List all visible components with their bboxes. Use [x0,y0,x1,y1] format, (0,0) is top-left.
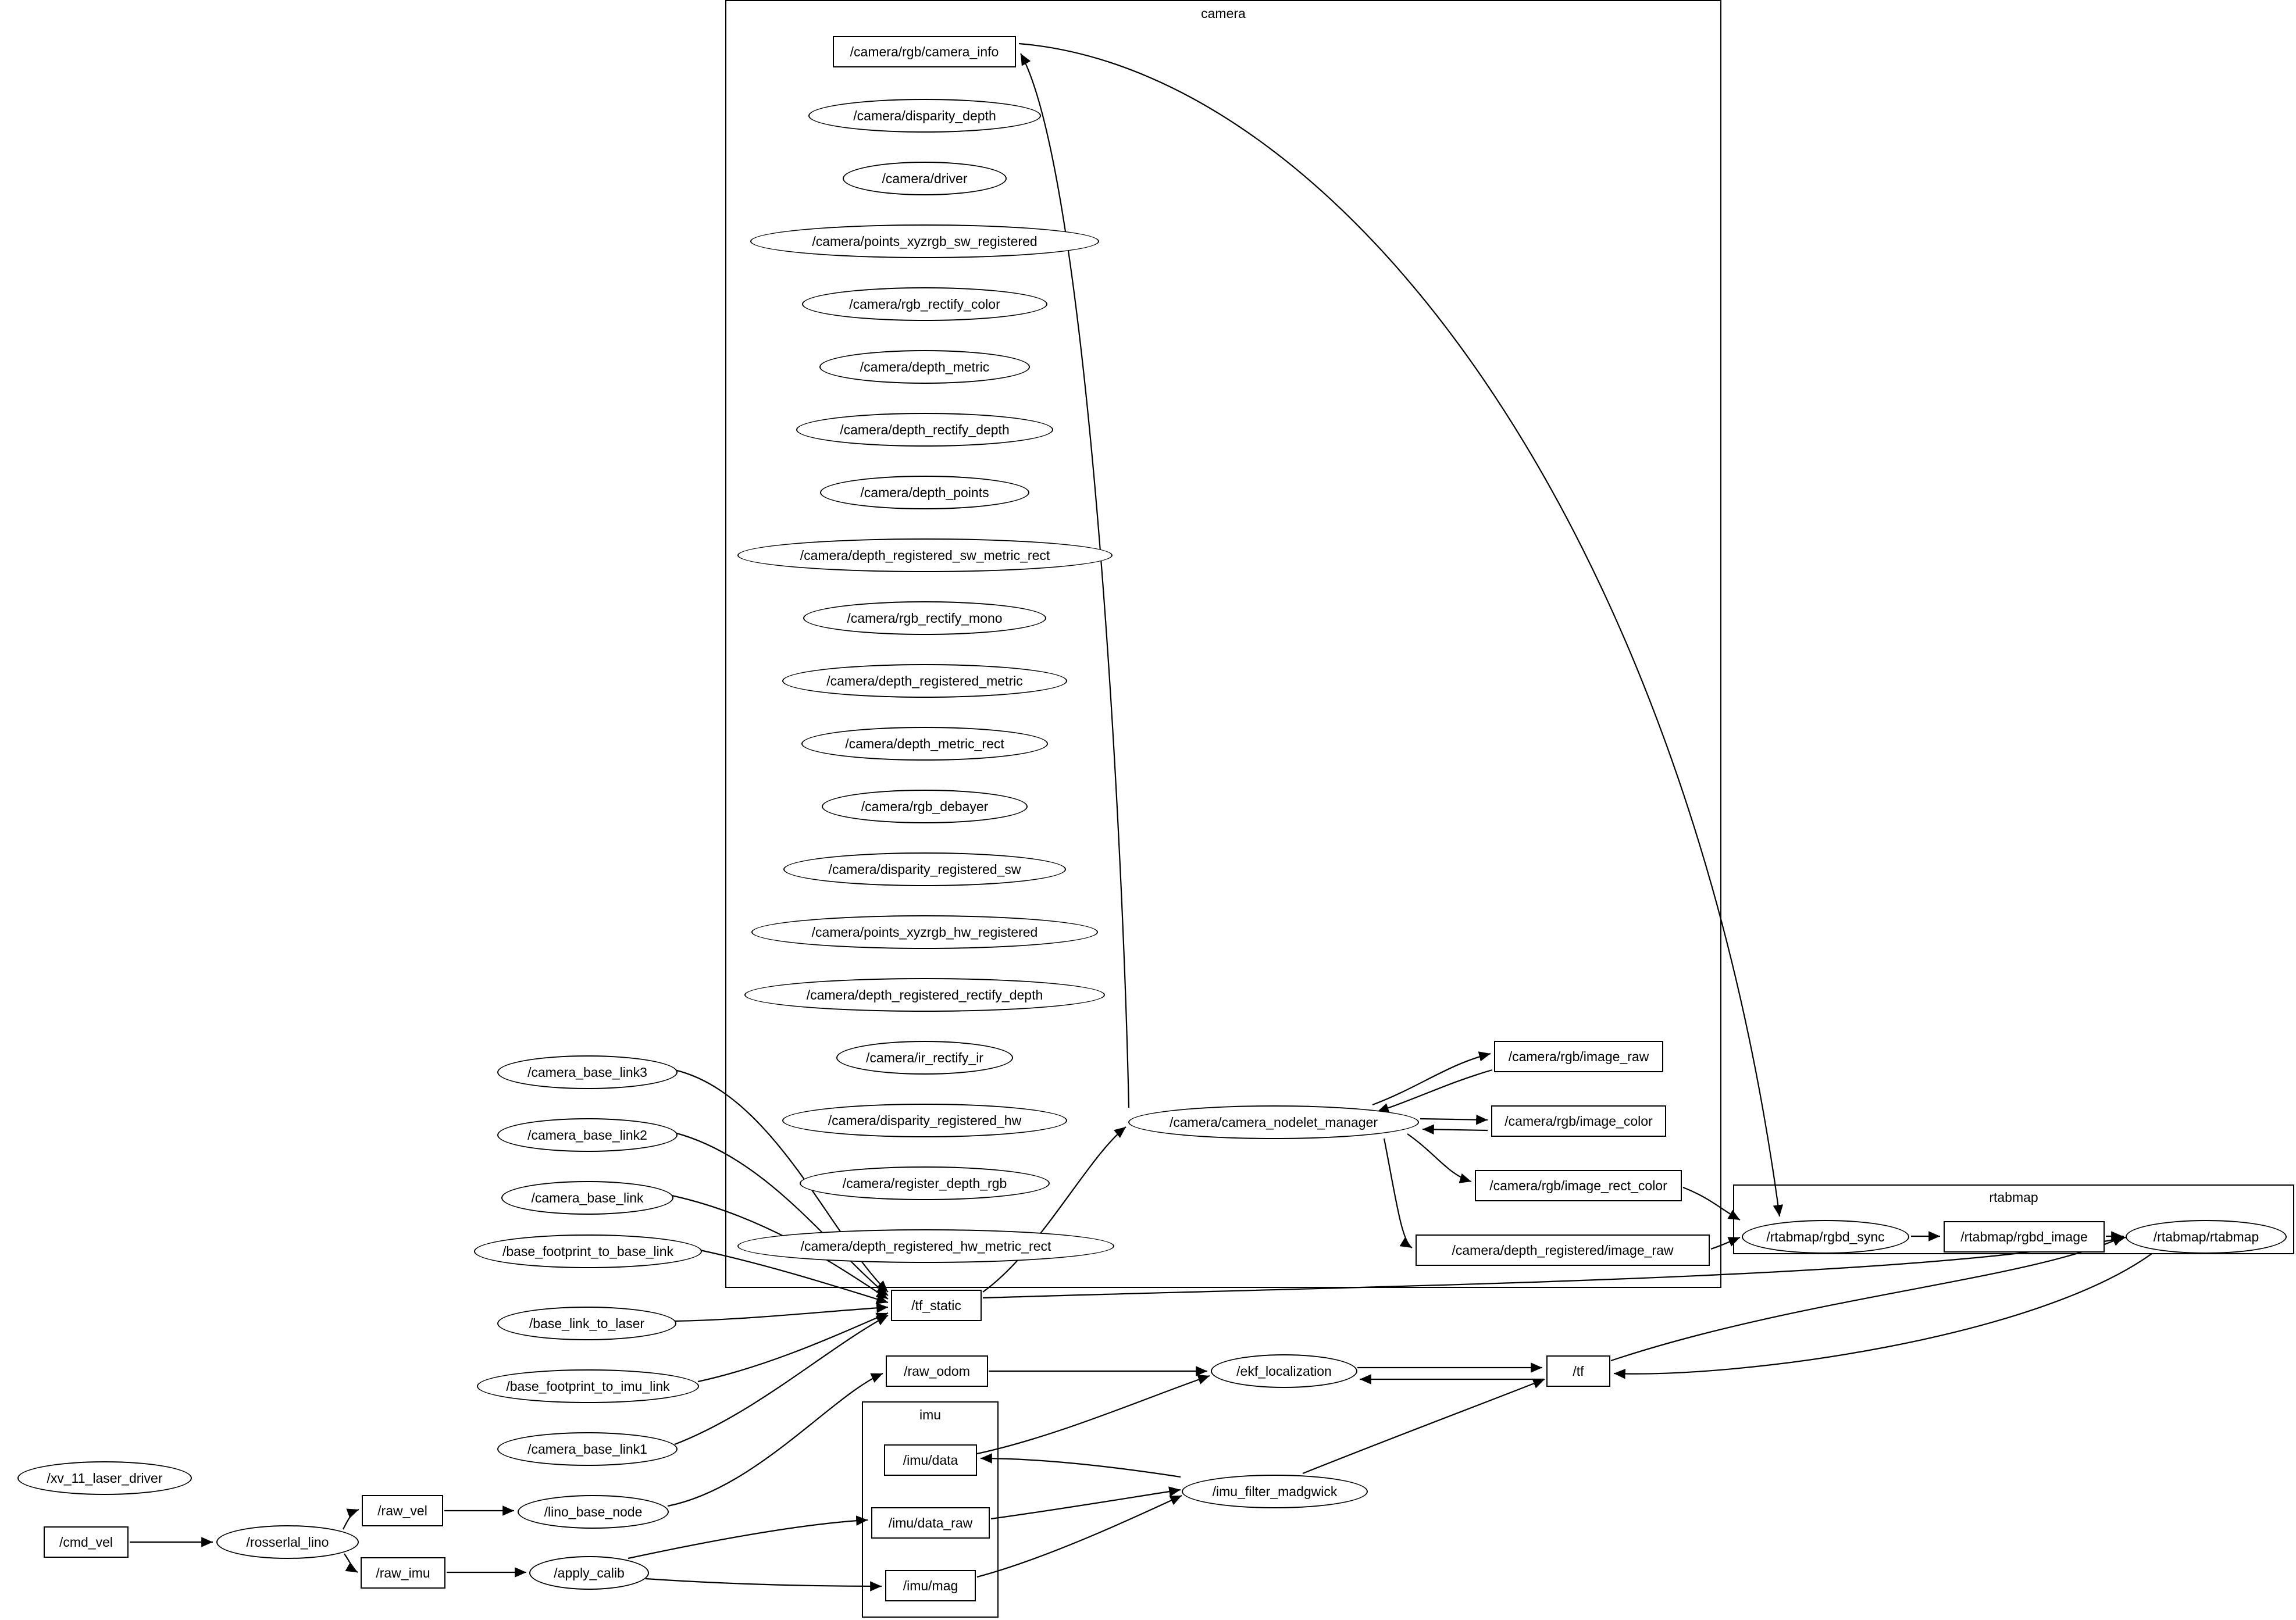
node-rosserial-lino[interactable] [216,1525,359,1559]
node-label: /camera/depth_registered_metric [826,673,1023,688]
node-camera-driver[interactable] [843,162,1007,195]
node-label: /raw_imu [376,1565,430,1580]
node-label: /tf [1573,1363,1584,1379]
node-camera-depth-rectify-depth[interactable] [796,413,1053,447]
node-label: /xv_11_laser_driver [47,1470,163,1486]
node-camera-camera-nodelet-manager[interactable] [1128,1105,1419,1139]
node-label: /camera/depth_registered_rectify_depth [806,987,1043,1002]
node-camera-rgb-image-raw[interactable] [1494,1041,1663,1072]
node-label: /lino_base_node [544,1504,643,1519]
node-label: /apply_calib [554,1565,625,1580]
node-raw-imu[interactable] [361,1557,445,1589]
node-label: /rosserlal_lino [246,1534,329,1550]
node-camera-rgb-rectify-color[interactable] [802,287,1047,321]
node-camera-depth-metric[interactable] [819,350,1030,384]
node-ekf-localization[interactable] [1211,1354,1357,1388]
node-camera-rgb-rectify-mono[interactable] [803,601,1046,635]
node-label: /camera/rgb_rectify_color [849,296,1000,312]
node-label: /camera/camera_nodelet_manager [1170,1114,1378,1130]
node-label: /camera/rgb/image_raw [1508,1048,1649,1064]
node-label: /camera/register_depth_rgb [842,1175,1007,1191]
node-label: /camera/ir_rectify_ir [866,1050,983,1065]
node-label: /imu_filter_madgwick [1212,1483,1338,1499]
node-tf-static[interactable] [891,1290,982,1321]
cluster-camera-label: camera [1201,6,1246,21]
node-label: /camera/driver [882,170,968,186]
node-label: /ekf_localization [1236,1363,1332,1379]
node-camera-base-link[interactable] [501,1181,673,1215]
node-raw-odom[interactable] [886,1355,988,1387]
node-label: /camera_base_link1 [527,1441,647,1457]
node-label: /imu/mag [903,1578,958,1593]
node-label: /camera/disparity_registered_sw [828,861,1021,877]
node-tf[interactable] [1546,1355,1610,1387]
node-label: /rtabmap/rgbd_image [1960,1229,2088,1244]
node-label: /camera/depth_registered_hw_metric_rect [800,1238,1051,1254]
node-label: /camera/depth_metric_rect [845,736,1004,751]
node-camera-depth-registered-sw-metric-rect[interactable] [737,538,1113,572]
node-camera-points-xyzrgb-sw-registered[interactable] [750,224,1099,258]
node-camera-depth-registered-metric[interactable] [782,664,1067,698]
node-label: /camera/rgb/image_color [1504,1113,1653,1129]
node-label: /camera/depth_points [860,484,989,500]
node-camera-base-link2[interactable] [497,1118,678,1152]
node-camera-rgb-debayer[interactable] [822,790,1028,823]
node-base-footprint-to-imu-link[interactable] [477,1369,699,1403]
cluster-rtabmap-label: rtabmap [1989,1190,2038,1205]
node-label: /camera/depth_registered/image_raw [1452,1242,1674,1258]
node-label: /base_link_to_laser [529,1315,645,1331]
node-cmd-vel[interactable] [44,1526,129,1558]
node-label: /base_footprint_to_base_link [502,1243,674,1259]
node-label: /camera_base_link2 [527,1127,647,1143]
node-camera-rgb-camera-info[interactable] [833,36,1016,67]
node-camera-disparity-registered-hw[interactable] [782,1104,1067,1137]
node-label: /raw_odom [904,1363,970,1379]
node-camera-depth-metric-rect[interactable] [801,727,1048,761]
node-rtabmap-rgbd-sync[interactable] [1742,1220,1909,1254]
node-label: /rtabmap/rtabmap [2153,1229,2259,1244]
node-camera-rgb-image-color[interactable] [1491,1105,1666,1137]
node-camera-disparity-registered-sw[interactable] [783,852,1066,886]
node-camera-depth-registered-hw-metric-rect[interactable] [737,1229,1114,1263]
node-label: /imu/data_raw [888,1515,973,1530]
node-label: /camera/depth_registered_sw_metric_rect [800,547,1050,563]
node-apply-calib[interactable] [529,1556,649,1590]
node-base-footprint-to-base-link[interactable] [474,1234,702,1268]
node-label: /camera/rgb_rectify_mono [847,610,1003,626]
node-label: /raw_vel [377,1503,427,1518]
node-camera-base-link3[interactable] [497,1055,678,1089]
cluster-imu-label: imu [919,1407,942,1422]
node-imu-mag[interactable] [885,1570,976,1601]
node-imu-data-raw[interactable] [871,1507,990,1539]
node-camera-ir-rectify-ir[interactable] [836,1041,1013,1075]
node-label: /camera/disparity_depth [853,108,996,123]
node-label: /camera/rgb_debayer [861,798,989,814]
node-camera-depth-registered-rectify-depth[interactable] [744,978,1105,1012]
node-camera-depth-registered-image-raw[interactable] [1416,1234,1710,1266]
node-label: /camera/disparity_registered_hw [828,1112,1022,1128]
node-label: /camera/points_xyzrgb_hw_registered [811,924,1038,940]
node-camera-depth-points[interactable] [820,476,1029,509]
node-imu-filter-madgwick[interactable] [1182,1475,1368,1508]
node-label: /camera/depth_metric [860,359,990,374]
node-xv-11-laser-driver[interactable] [17,1461,192,1495]
node-rtabmap-rgbd-image[interactable] [1944,1221,2105,1253]
node-camera-points-xyzrgb-hw-registered[interactable] [751,915,1098,949]
node-label: /camera/depth_rectify_depth [840,422,1010,437]
node-label: /cmd_vel [59,1534,113,1550]
node-label: /camera/rgb/image_rect_color [1489,1177,1667,1193]
node-label: /camera_base_link [531,1190,644,1205]
node-label: /camera_base_link3 [527,1064,647,1080]
node-camera-rgb-image-rect-color[interactable] [1475,1170,1682,1201]
node-label: /rtabmap/rgbd_sync [1766,1229,1885,1244]
node-label: /camera/rgb/camera_info [850,44,999,59]
node-raw-vel[interactable] [362,1495,443,1526]
node-camera-base-link1[interactable] [497,1432,678,1466]
node-label: /imu/data [903,1452,958,1468]
cluster-camera [725,0,1721,1288]
node-camera-disparity-depth[interactable] [808,99,1041,133]
node-label: /base_footprint_to_imu_link [506,1378,670,1394]
node-camera-register-depth-rgb[interactable] [800,1166,1050,1200]
node-label: /tf_static [911,1297,961,1313]
node-base-link-to-laser[interactable] [497,1307,676,1340]
node-lino-base-node[interactable] [518,1495,669,1529]
node-rtabmap-rtabmap[interactable] [2126,1220,2287,1254]
node-label: /camera/points_xyzrgb_sw_registered [812,233,1038,249]
node-imu-data[interactable] [884,1444,977,1476]
